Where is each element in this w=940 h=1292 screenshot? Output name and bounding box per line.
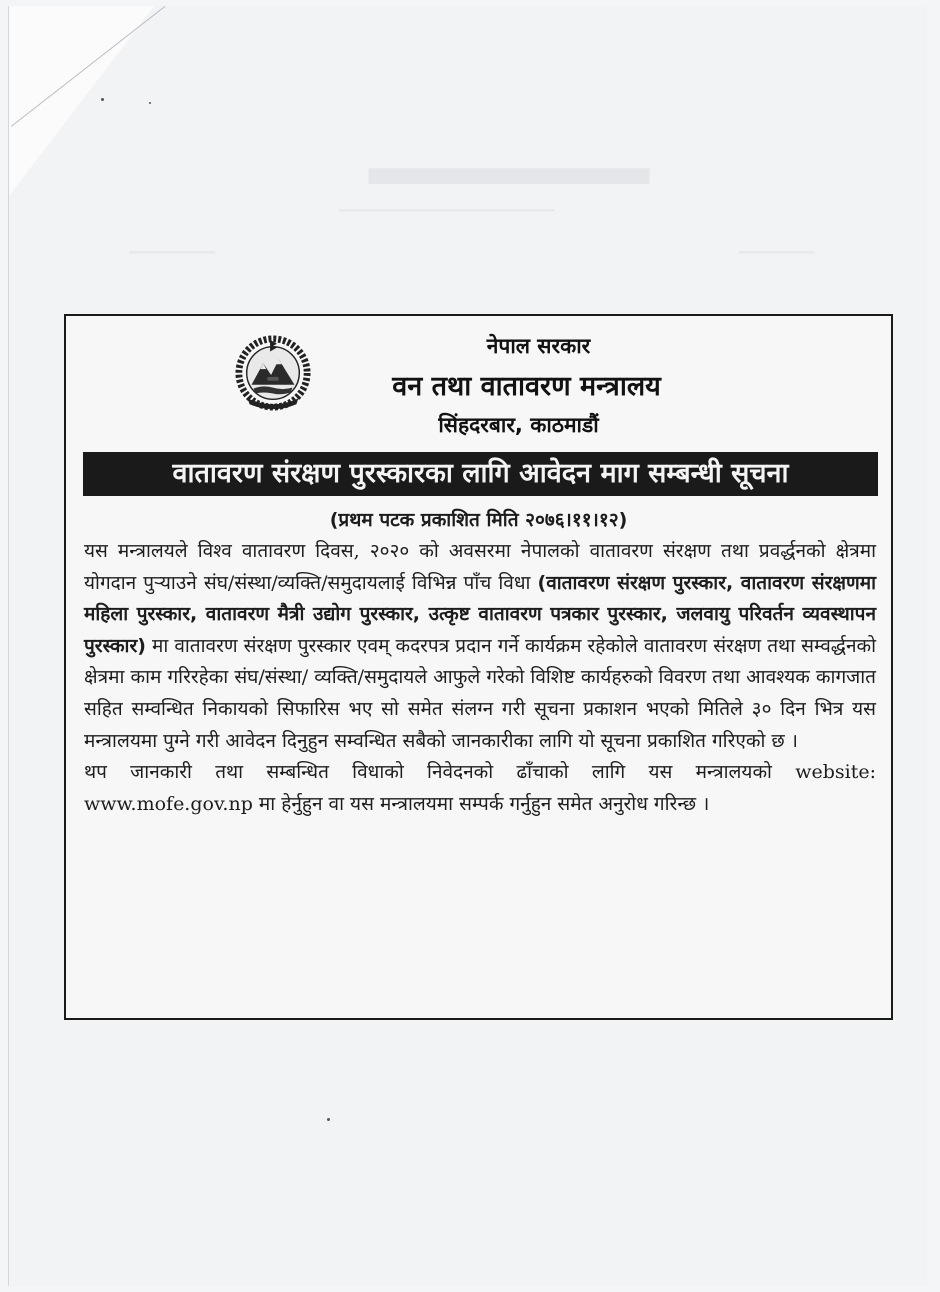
notice-title: वातावरण संरक्षण पुरस्कारका लागि आवेदन माग सम्बन्धी सूचना <box>83 452 878 496</box>
award-categories: (वातावरण संरक्षण पुरस्कार, वातावरण संरक्षणमा महिला पुरस्कार, वातावरण मैत्री उद्योग पुरस्कार, उत्कृष्ट वातावरण पत्रकार पुरस्कार, जलवायु परिवर्तन व्यवस्थापन पुरस्कार) <box>84 571 876 657</box>
notice-paragraph-2: थप जानकारी तथा सम्बन्धित विधाको निवेदनको ढाँचाको लागि यस मन्त्रालयको website: www.mofe.gov.np मा हेर्नुहुन वा यस मन्त्रालयमा सम्पर्क गर्नुहुन समेत अनुरोध गरिन्छ । <box>84 761 876 815</box>
publication-date: (प्रथम पटक प्रकाशित मिति २०७६।११।१२) <box>329 509 628 531</box>
show-through-mark: ▁▁▁▁▁▁▁▁ <box>129 238 216 254</box>
notice-box <box>64 314 893 1020</box>
scan-speck <box>327 1118 330 1121</box>
paragraph-1-rest: मा वातावरण संरक्षण पुरस्कार एवम् कदरपत्र प्रदान गर्ने कार्यक्रम रहेकोले वातावरण संरक्षण तथा सम्वर्द्धनको क्षेत्रमा काम गरिरहेका संघ/संस्था/ व्यक्ति/समुदायले आफुले गरेको विशिष्ट कार्यहरुको विवरण तथा आवश्यक कागजात सहित सम्वन्धित निकायको सिफारिस भए सो समेत संलग्न गरी सूचना प्रकाशन भएको मितिले ३० दिन भित्र यस मन्त्रालयमा पुग्ने गरी आवेदन दिनुहुन सम्वन्धित सबैको जानकारीका लागि यो सूचना प्रकाशित गरिएको छ । <box>84 634 876 752</box>
scan-speck <box>101 98 104 101</box>
notice-paragraph-1 <box>84 536 876 757</box>
ministry-name: वन तथा वातावरण मन्त्रालय <box>392 371 661 402</box>
notice-body <box>84 536 876 820</box>
scan-speck <box>149 102 151 104</box>
folded-corner <box>9 6 154 196</box>
show-through-mark: ▁▁▁▁▁▁▁▁▁▁▁▁▁▁▁▁▁▁▁▁ <box>339 196 555 212</box>
show-through-mark: ▂▂▂▂▂▂▂ <box>369 124 649 184</box>
ministry-address: सिंहदरबार, काठमाडौं <box>438 413 599 437</box>
show-through-mark: ▁▁▁▁▁▁▁ <box>739 238 815 254</box>
government-name: नेपाल सरकार <box>486 334 591 358</box>
paragraph-1-intro: यस मन्त्रालयले विश्व वातावरण दिवस, २०२० को अवसरमा नेपालको वातावरण संरक्षण तथा प्रवर्द्धनको क्षेत्रमा योगदान पुऱ्याउने संघ/संस्था/व्यक्ति/समुदायलाई विभिन्न पाँच विधा <box>84 540 876 594</box>
